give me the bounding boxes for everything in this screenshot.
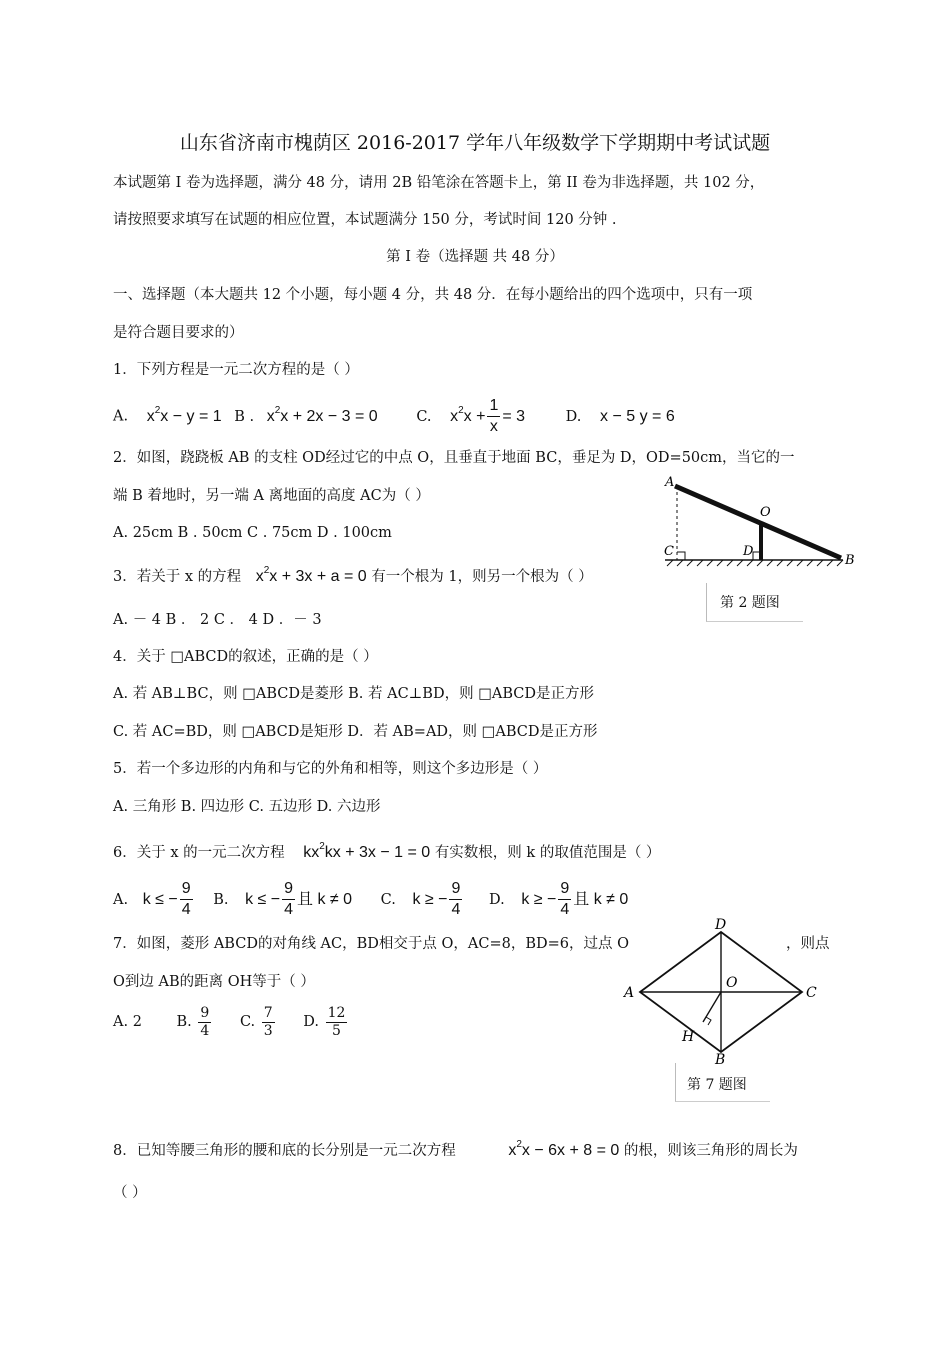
- q6-d-expr: [521, 880, 629, 919]
- q6-c-label: C.: [380, 892, 396, 908]
- q6-b-label: B.: [213, 892, 229, 908]
- q7-b-fraction: [198, 1005, 211, 1040]
- q1-c-fraction: [487, 396, 500, 437]
- q7-c-label: C.: [239, 1014, 256, 1030]
- q7-c-num: 7: [263, 1004, 273, 1021]
- q6-b-den: 4: [284, 901, 294, 919]
- intro-line-1: 本试题第 I 卷为选择题，满分 48 分，请用 2B 铅笔涂在答题卡上，第 II 卷为非选择题，共 102 分，: [113, 175, 765, 191]
- q7-d-label: D.: [303, 1014, 319, 1030]
- q2-board-ab: [675, 486, 841, 558]
- q2-label-d: D: [743, 544, 754, 559]
- q3-options: A. － 4 B ． 2 C ． 4 D ．－ 3: [113, 612, 322, 628]
- q1-options: [113, 396, 675, 442]
- q2-options: A. 25cm B . 50cm C . 75cm D . 100cm: [113, 525, 392, 541]
- q6-a-den: 4: [181, 901, 191, 919]
- q6-c-den: 4: [451, 901, 461, 919]
- q6-a-pre: k ≤ −: [142, 891, 178, 908]
- q7-label-h: H: [682, 1029, 695, 1045]
- q7-b-den: 4: [200, 1022, 210, 1039]
- q6-d-label: D.: [489, 892, 505, 908]
- q7-line-1-end: ，则点: [786, 936, 830, 952]
- q2-label-c: C: [664, 544, 674, 559]
- q7-b-num: 9: [200, 1004, 210, 1021]
- q6-a-fraction: [180, 879, 193, 920]
- q2-right-angle-c: [677, 552, 685, 560]
- q4-options-ab: A. 若 AB⊥BC，则 □ABCD是菱形 B. 若 AC⊥BD，则 □ABCD是正方形: [113, 686, 595, 702]
- q7-fig-caption: 第 7 题图: [687, 1077, 747, 1093]
- q6-b-fraction: [282, 879, 295, 920]
- q2-fig-caption: 第 2 题图: [720, 595, 780, 611]
- q1-d-expr: x − 5 y = 6: [600, 407, 675, 425]
- q2-label-a: A: [665, 475, 675, 490]
- q7-d-fraction: [326, 1005, 348, 1040]
- q5-stem: 5．若一个多边形的内角和与它的外角和相等，则这个多边形是（ ）: [113, 761, 548, 777]
- q1-c-pre: x +: [463, 407, 486, 425]
- q6-equation-text: kx + 3x − 1 = 0: [324, 844, 431, 861]
- q1-a-label: A.: [113, 408, 129, 425]
- q6-b-num: 9: [282, 879, 295, 900]
- q6-b-post: 且 k ≠ 0: [297, 891, 353, 908]
- q1-c-expr: $x^2x$ + $\frac{1}{x}$ = 3: [450, 397, 526, 435]
- q6-b-expr: [245, 880, 353, 919]
- q7-segment-oh: [703, 992, 721, 1022]
- q8-line-2: （ ）: [113, 1185, 147, 1201]
- intro-line-2: 请按照要求填写在试题的相应位置，本试题满分 150 分，考试时间 120 分钟 .: [113, 212, 617, 228]
- q6-d-pre: k ≥ −: [521, 891, 557, 908]
- q7-rhombus-figure: [618, 918, 824, 1064]
- q1-a-text: x − y = 1: [160, 407, 222, 425]
- q7-d-num: 12: [327, 1004, 346, 1021]
- q4-options-cd: C. 若 AC=BD，则 □ABCD是矩形 D．若 AB=AD，则 □ABCD是正方形: [113, 724, 598, 740]
- q5-options: A. 三角形 B. 四边形 C. 五边形 D. 六边形: [113, 799, 381, 815]
- q6-a-num: 9: [180, 879, 193, 900]
- q6-equation: $kx^2kx + 3x - 1 = 0$: [303, 841, 431, 861]
- q2-line-2: 端 B 着地时，另一端 A 离地面的高度 AC为（ ）: [113, 488, 430, 504]
- q2-ground-hatch: [667, 560, 843, 566]
- q6-stem: [113, 838, 660, 872]
- q3-equation: $x^2x + 3x + a = 0$: [255, 565, 367, 585]
- q6-c-fraction: [449, 879, 462, 920]
- q8-stem-post: 的根，则该三角形的周长为: [623, 1143, 798, 1159]
- q2-label-o: O: [760, 505, 771, 520]
- q7-d-den: 5: [332, 1022, 341, 1039]
- q6-stem-post: 有实数根，则 k 的取值范围是（ ）: [434, 845, 661, 861]
- q8-equation: $x^2x - 6x + 8 = 0$: [508, 1139, 620, 1159]
- q7-label-a: A: [624, 985, 635, 1001]
- q7-c-den: 3: [263, 1022, 273, 1039]
- q3-equation-text: x + 3x + a = 0: [269, 568, 367, 585]
- part-title: 第 I 卷（选择题 共 48 分）: [386, 249, 564, 265]
- q1-a-expr: $x^2x - y = 1$: [146, 404, 222, 425]
- q7-line-1: 7．如图，菱形 ABCD的对角线 AC，BD相交于点 O，AC=8，BD=6，过点 O: [113, 936, 629, 952]
- q1-c-den: x: [489, 418, 498, 435]
- q2-line-1: 2．如图，跷跷板 AB 的支柱 OD经过它的中点 O，且垂直于地面 BC，垂足为 D，OD=50cm，当它的一: [113, 450, 795, 466]
- q1-c-label: C.: [416, 408, 432, 425]
- q6-stem-pre: 6．关于 x 的一元二次方程: [113, 845, 285, 861]
- q1-c-num: 1: [487, 396, 500, 417]
- q7-b-label: B.: [176, 1014, 192, 1030]
- q2-seesaw-figure: [655, 472, 865, 572]
- q6-d-post: 且 k ≠ 0: [573, 891, 629, 908]
- page-title: 山东省济南市槐荫区 2016-2017 学年八年级数学下学期期中考试试题: [179, 132, 771, 154]
- q7-line-2: O到边 AB的距离 OH等于（ ）: [113, 974, 315, 990]
- q4-stem: 4．关于 □ABCD的叙述，正确的是（ ）: [113, 649, 378, 665]
- q6-c-num: 9: [449, 879, 462, 900]
- q6-b-pre: k ≤ −: [245, 891, 281, 908]
- q6-d-den: 4: [560, 901, 570, 919]
- q6-c-expr: [412, 880, 464, 919]
- q1-b-text: x + 2x − 3 = 0: [280, 407, 378, 425]
- q3-stem: [113, 562, 593, 596]
- q1-b-label: B .: [234, 408, 255, 425]
- q6-d-fraction: [558, 879, 571, 920]
- q1-c-post: = 3: [502, 407, 526, 425]
- q7-c-fraction: [262, 1005, 275, 1040]
- q6-options: [113, 876, 628, 926]
- section-line-2: 是符合题目要求的）: [113, 325, 244, 341]
- q2-label-b: B: [845, 553, 855, 568]
- q7-label-c: C: [806, 985, 817, 1001]
- q6-c-pre: k ≥ −: [412, 891, 448, 908]
- q8-equation-text: x − 6x + 8 = 0: [521, 1142, 620, 1159]
- q1-stem: 1．下列方程是一元二次方程的是（ ）: [113, 362, 359, 378]
- q8-stem-pre: 8．已知等腰三角形的腰和底的长分别是一元二次方程: [113, 1143, 456, 1159]
- q3-stem-post: 有一个根为 1，则另一个根为（ ）: [371, 569, 593, 585]
- q7-label-o: O: [726, 975, 738, 991]
- q8-stem: [113, 1136, 798, 1170]
- q1-d-label: D.: [565, 408, 582, 425]
- q7-a: A. 2: [113, 1014, 142, 1030]
- q1-b-expr: $x^2x + 2x - 3 = 0$: [266, 404, 378, 425]
- q6-a-expr: [142, 880, 195, 919]
- q7-label-d: D: [715, 918, 727, 933]
- q3-stem-pre: 3．若关于 x 的方程: [113, 569, 242, 585]
- q7-right-angle-h: [706, 1017, 711, 1025]
- section-line-1: 一、选择题（本大题共 12 个小题，每小题 4 分，共 48 分．在每小题给出的四个选项中，只有一项: [113, 287, 753, 303]
- q7-label-b: B: [715, 1052, 726, 1064]
- q7-options: [113, 1002, 349, 1046]
- q6-d-num: 9: [558, 879, 571, 900]
- q6-a-label: A.: [113, 892, 129, 908]
